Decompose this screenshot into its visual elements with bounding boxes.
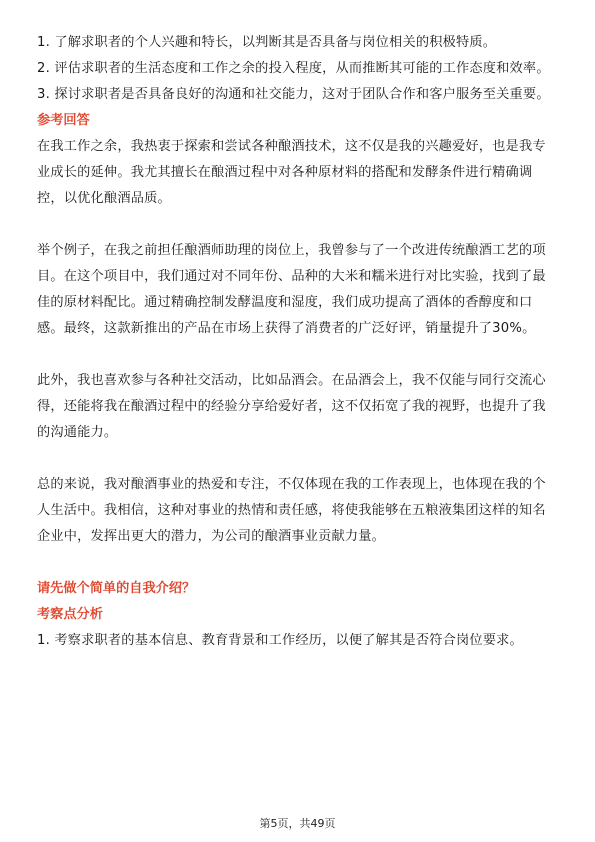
answer-paragraph: 举个例子，在我之前担任酿酒师助理的岗位上，我曾参与了一个改进传统酿酒工艺的项目。在这个项目中，我们通过对不同年份、品种的大米和糯米进行对比实验，找到了最佳的原材料配比。通过精确控制发酵温度和湿度，我们成功提高了酒体的香醇度和口感。最终，这款新推出的产品在市场上获得了消费者的广泛好评，销量提升了30%。 (37, 243, 546, 336)
list-item: 3. 探讨求职者是否具备良好的沟通和社交能力，这对于团队合作和客户服务至关重要。 (37, 87, 550, 102)
page-footer: 第5页，共49页 (259, 817, 336, 830)
answer-heading: 参考回答 (37, 113, 90, 128)
question-heading: 请先做个简单的自我介绍？ (37, 581, 196, 596)
list-item: 1. 考察求职者的基本信息、教育背景和工作经历，以便了解其是否符合岗位要求。 (37, 633, 523, 648)
list-item: 2. 评估求职者的生活态度和工作之余的投入程度，从而推断其可能的工作态度和效率。 (37, 61, 550, 76)
answer-paragraph: 此外，我也喜欢参与各种社交活动，比如品酒会。在品酒会上，我不仅能与同行交流心得，还能将我在酿酒过程中的经验分享给爱好者，这不仅拓宽了我的视野，也提升了我的沟通能力。 (37, 373, 546, 440)
analysis-heading: 考察点分析 (37, 607, 103, 622)
answer-paragraph: 总的来说，我对酿酒事业的热爱和专注，不仅体现在我的工作表现上，也体现在我的个人生活中。我相信，这种对事业的热情和责任感，将使我能够在五粮液集团这样的知名企业中，发挥出更大的潜力，为公司的酿酒事业贡献力量。 (37, 477, 546, 544)
answer-paragraph: 在我工作之余，我热衷于探索和尝试各种酿酒技术，这不仅是我的兴趣爱好，也是我专业成长的延伸。我尤其擅长在酿酒过程中对各种原材料的搭配和发酵条件进行精确调控，以优化酿酒品质。 (37, 139, 546, 206)
document-body (37, 30, 559, 654)
list-item: 1. 了解求职者的个人兴趣和特长，以判断其是否具备与岗位相关的积极特质。 (37, 35, 497, 50)
